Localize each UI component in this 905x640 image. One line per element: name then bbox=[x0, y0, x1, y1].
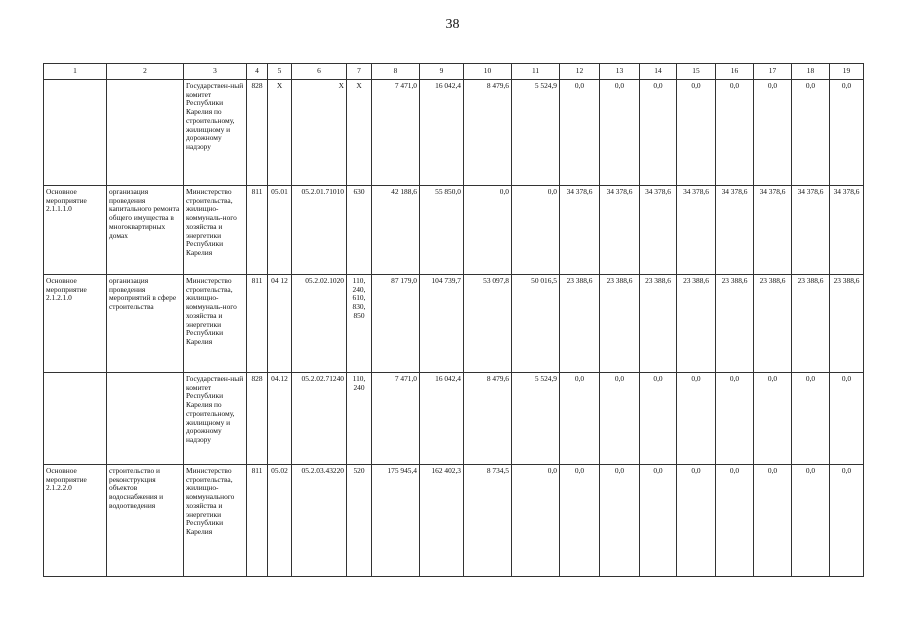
table-cell: Министерство строительства, жилищно-коммунального хозяйства и энергетики Республики Карелия bbox=[184, 465, 247, 577]
table-cell: 34 378,6 bbox=[677, 186, 716, 275]
table-cell: Х bbox=[268, 80, 292, 186]
table-cell: 23 388,6 bbox=[677, 275, 716, 373]
table-cell: 520 bbox=[347, 465, 372, 577]
table-cell: строительство и реконструкция объектов водоснабжения и водоотведения bbox=[107, 465, 184, 577]
table-row bbox=[44, 275, 864, 373]
table-cell: 05.2.02.1020 bbox=[292, 275, 347, 373]
budget-table bbox=[43, 63, 864, 577]
table-cell: 34 378,6 bbox=[560, 186, 600, 275]
column-number: 1 bbox=[44, 64, 107, 80]
table-cell: 16 042,4 bbox=[420, 80, 464, 186]
table-cell: 05.02 bbox=[268, 465, 292, 577]
table-cell: 34 378,6 bbox=[754, 186, 792, 275]
table-cell: 0,0 bbox=[716, 373, 754, 465]
table-cell: 0,0 bbox=[677, 373, 716, 465]
column-number: 19 bbox=[830, 64, 864, 80]
table-cell: 811 bbox=[247, 465, 268, 577]
table-cell: 0,0 bbox=[716, 80, 754, 186]
table-cell: 87 179,0 bbox=[372, 275, 420, 373]
table-row bbox=[44, 465, 864, 577]
column-number: 6 bbox=[292, 64, 347, 80]
table-cell: 5 524,9 bbox=[512, 373, 560, 465]
table-cell: Государствен-ный комитет Республики Карелия по строительному, жилищному и дорожному надзору bbox=[184, 80, 247, 186]
table-cell: 5 524,9 bbox=[512, 80, 560, 186]
table-cell: 23 388,6 bbox=[716, 275, 754, 373]
table-cell: 630 bbox=[347, 186, 372, 275]
table-cell: 0,0 bbox=[640, 465, 677, 577]
table-cell: 34 378,6 bbox=[830, 186, 864, 275]
table-cell: 0,0 bbox=[600, 80, 640, 186]
table-row bbox=[44, 186, 864, 275]
table-cell: 175 945,4 bbox=[372, 465, 420, 577]
table-cell: 110, 240, 610, 830, 850 bbox=[347, 275, 372, 373]
table-cell: Министерство строительства, жилищно-коммуналь-ного хозяйства и энергетики Республики Карелия bbox=[184, 186, 247, 275]
table-cell bbox=[44, 373, 107, 465]
table-cell: 23 388,6 bbox=[754, 275, 792, 373]
table-cell: Х bbox=[347, 80, 372, 186]
table-cell: 05.2.03.43220 bbox=[292, 465, 347, 577]
table-row bbox=[44, 373, 864, 465]
table-cell: 0,0 bbox=[512, 186, 560, 275]
table-cell: 8 479,6 bbox=[464, 80, 512, 186]
table-cell: 0,0 bbox=[640, 373, 677, 465]
table-cell: 7 471,0 bbox=[372, 80, 420, 186]
table-cell: 0,0 bbox=[830, 465, 864, 577]
table-cell: 0,0 bbox=[640, 80, 677, 186]
table-cell: 0,0 bbox=[754, 80, 792, 186]
table-cell: 34 378,6 bbox=[640, 186, 677, 275]
table-cell: Министерство строительства, жилищно-коммуналь-ного хозяйства и энергетики Республики Карелия bbox=[184, 275, 247, 373]
table-cell: 811 bbox=[247, 186, 268, 275]
table-cell: 23 388,6 bbox=[600, 275, 640, 373]
table-cell: Государствен-ный комитет Республики Карелия по строительному, жилищному и дорожному надзору bbox=[184, 373, 247, 465]
table-cell bbox=[107, 373, 184, 465]
table-cell: 0,0 bbox=[716, 465, 754, 577]
table-cell: 0,0 bbox=[792, 373, 830, 465]
column-number: 16 bbox=[716, 64, 754, 80]
column-number: 13 bbox=[600, 64, 640, 80]
column-number: 8 bbox=[372, 64, 420, 80]
column-number: 5 bbox=[268, 64, 292, 80]
table-cell: 05.2.02.71240 bbox=[292, 373, 347, 465]
table-cell: Основное мероприятие 2.1.2.1.0 bbox=[44, 275, 107, 373]
table-cell: 04.12 bbox=[268, 373, 292, 465]
table-cell: 05.01 bbox=[268, 186, 292, 275]
header-row bbox=[44, 64, 864, 80]
table-cell: 0,0 bbox=[830, 80, 864, 186]
column-number: 15 bbox=[677, 64, 716, 80]
table-cell: 0,0 bbox=[600, 465, 640, 577]
table-cell: 110, 240 bbox=[347, 373, 372, 465]
column-number: 11 bbox=[512, 64, 560, 80]
table-cell: 55 850,0 bbox=[420, 186, 464, 275]
table-cell: 23 388,6 bbox=[830, 275, 864, 373]
table-cell: 0,0 bbox=[560, 80, 600, 186]
table-cell: 0,0 bbox=[677, 465, 716, 577]
table-cell: 42 188,6 bbox=[372, 186, 420, 275]
table-cell: 34 378,6 bbox=[716, 186, 754, 275]
table-cell: 34 378,6 bbox=[792, 186, 830, 275]
table-cell: 23 388,6 bbox=[792, 275, 830, 373]
table-cell: 05.2.01.71010 bbox=[292, 186, 347, 275]
table-cell: 0,0 bbox=[512, 465, 560, 577]
table-cell: 0,0 bbox=[464, 186, 512, 275]
column-number: 7 bbox=[347, 64, 372, 80]
table-cell: 162 402,3 bbox=[420, 465, 464, 577]
table-cell: 0,0 bbox=[600, 373, 640, 465]
table-cell: 0,0 bbox=[560, 465, 600, 577]
table-cell bbox=[107, 80, 184, 186]
table-cell: 53 097,8 bbox=[464, 275, 512, 373]
page-number: 38 bbox=[445, 17, 460, 32]
table-cell: 811 bbox=[247, 275, 268, 373]
table-cell: 828 bbox=[247, 80, 268, 186]
column-number: 4 bbox=[247, 64, 268, 80]
table-cell: организация проведения капитального ремонта общего имущества в многоквартирных домах bbox=[107, 186, 184, 275]
column-number: 9 bbox=[420, 64, 464, 80]
table-cell: 23 388,6 bbox=[640, 275, 677, 373]
table-cell: 50 016,5 bbox=[512, 275, 560, 373]
column-number: 2 bbox=[107, 64, 184, 80]
table-cell bbox=[44, 80, 107, 186]
column-number: 3 bbox=[184, 64, 247, 80]
table-cell: 04 12 bbox=[268, 275, 292, 373]
table-cell: 7 471,0 bbox=[372, 373, 420, 465]
column-number: 10 bbox=[464, 64, 512, 80]
table-cell: Основное мероприятие 2.1.1.1.0 bbox=[44, 186, 107, 275]
table-cell: организация проведения мероприятий в сфере строительства bbox=[107, 275, 184, 373]
table-cell: 23 388,6 bbox=[560, 275, 600, 373]
table-row bbox=[44, 80, 864, 186]
column-number: 14 bbox=[640, 64, 677, 80]
table-cell: 0,0 bbox=[754, 373, 792, 465]
table-cell: 8 479,6 bbox=[464, 373, 512, 465]
column-number: 12 bbox=[560, 64, 600, 80]
table-cell: 16 042,4 bbox=[420, 373, 464, 465]
table-cell: 0,0 bbox=[792, 465, 830, 577]
table-cell: Основное мероприятие 2.1.2.2.0 bbox=[44, 465, 107, 577]
table-cell: 0,0 bbox=[560, 373, 600, 465]
table-cell: 8 734,5 bbox=[464, 465, 512, 577]
table-cell: 0,0 bbox=[677, 80, 716, 186]
table-cell: 828 bbox=[247, 373, 268, 465]
column-number: 17 bbox=[754, 64, 792, 80]
table-cell: 34 378,6 bbox=[600, 186, 640, 275]
table-cell: 0,0 bbox=[754, 465, 792, 577]
column-number: 18 bbox=[792, 64, 830, 80]
table-cell: 104 739,7 bbox=[420, 275, 464, 373]
table-cell: 0,0 bbox=[792, 80, 830, 186]
table-cell: Х bbox=[292, 80, 347, 186]
table-cell: 0,0 bbox=[830, 373, 864, 465]
